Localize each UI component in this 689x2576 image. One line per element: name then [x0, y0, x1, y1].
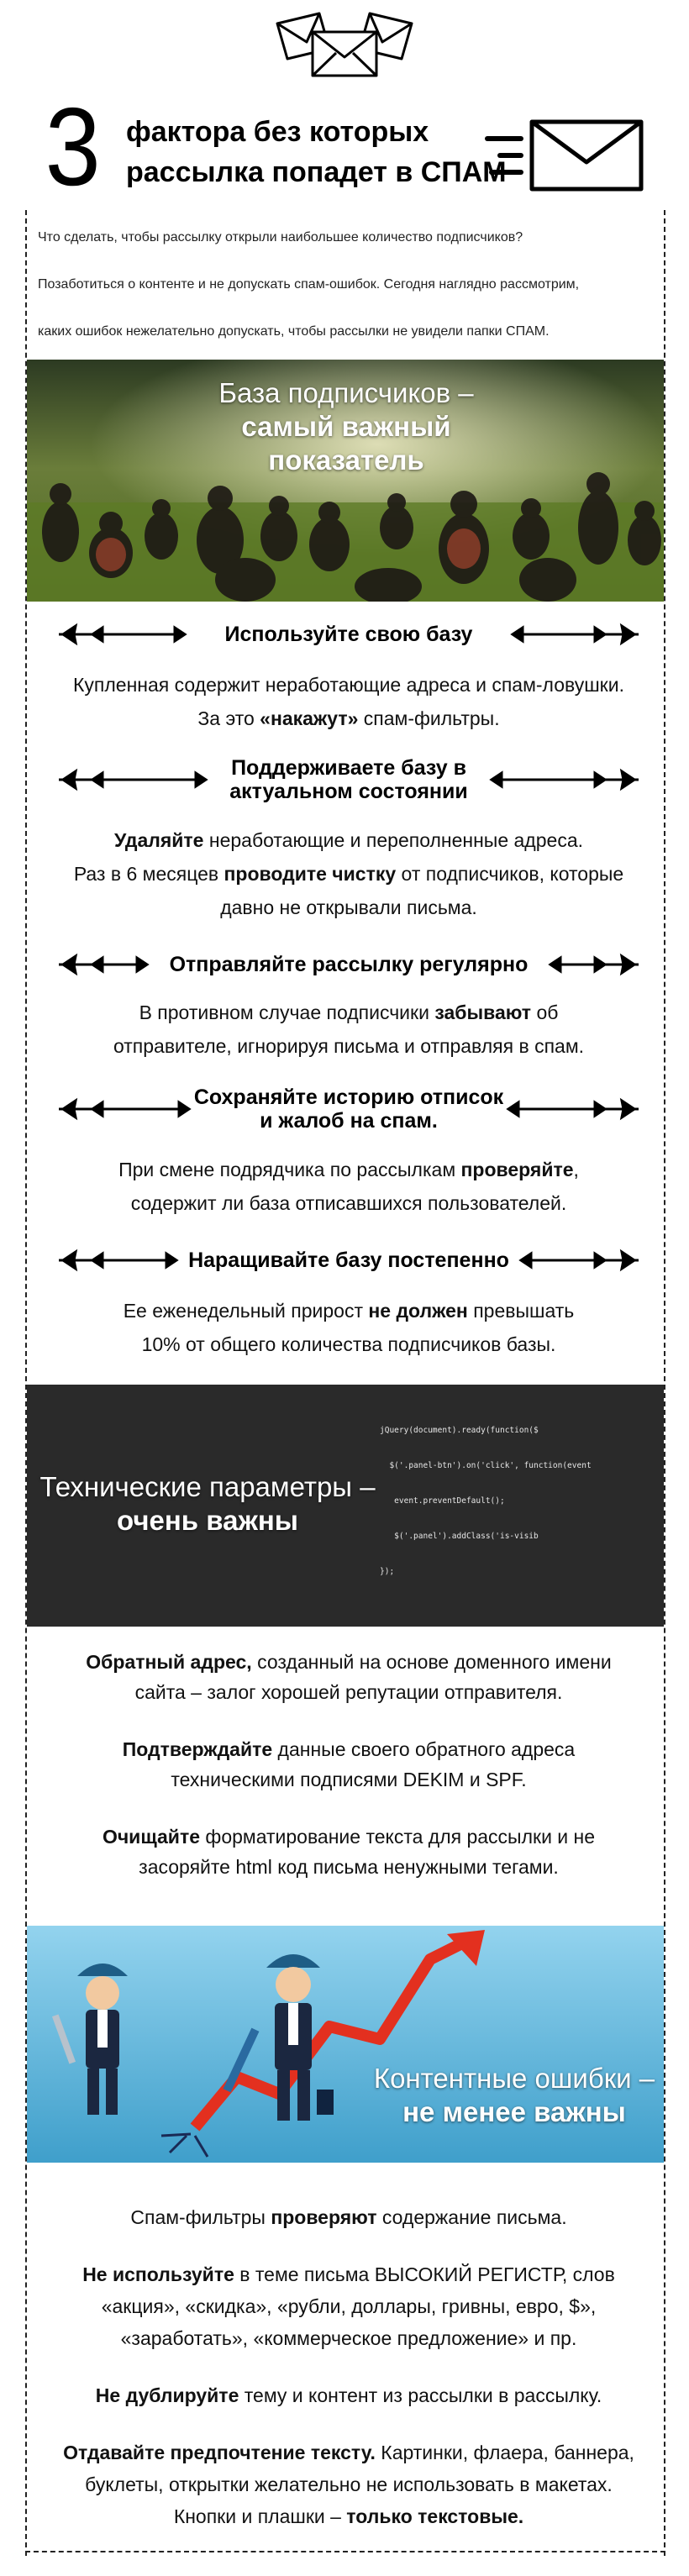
section-text-send-regularly: В противном случае подписчики забывают об отправителе, игнорируя письма и отправляя в спам.	[113, 1001, 585, 1057]
banner-title: Контентные ошибки – не менее важны	[373, 2063, 655, 2127]
content-errors-banner	[27, 1926, 664, 2163]
dashed-frame-bottom	[25, 2551, 665, 2552]
page-title: фактора без которых рассылка попадет в СПАМ	[126, 116, 507, 188]
intro-text: Что сделать, чтобы рассылку открыли наибольшее количество подписчиков? Позаботиться о контенте и не допускать спам-ошибок. Сегодня наглядно рассмотрим, каких ошибок нежелательно допускать, чтобы рассылки не увидели папки СПАМ.	[38, 230, 580, 339]
section-title: Сохраняйте историю отписок и жалоб на спам.	[193, 1086, 504, 1133]
section-title: Наращивайте базу постепенно	[188, 1249, 509, 1272]
section-title: Используйте свою базу	[224, 623, 473, 646]
envelope-wings-icon	[260, 7, 429, 82]
section-text-content: Спам-фильтры проверяют содержание письма. Не используйте в теме письма ВЫСОКИЙ РЕГИСТР, слов «акция», «скидка», «рубли, доллары, гривны, евро, $», «заработать», «коммерческое предложение» и пр. Не дублируйте тему и контент из рассылки в рассылку. Отдавайте предпочтение тексту. Картинки, флаера, баннера, буклеты, открытки желательно не использовать в макетах. Кнопки и плашки – только текстовые.	[63, 2206, 634, 2527]
section-text-keep-base-actual: Удаляйте неработающие и переполненные адреса. Раз в 6 месяцев проводите чистку от подписчиков, которые давно не открывали письма.	[73, 829, 624, 918]
section-text-keep-history: При смене подрядчика по рассылкам проверяйте, содержит ли база отписавшихся пользователей.	[118, 1159, 579, 1214]
section-text-use-own-base: Купленная содержит неработающие адреса и спам-ловушки. За это «накажут» спам-фильтры.	[73, 674, 624, 729]
section-text-technical: Обратный адрес, созданный на основе доменного имени сайта – залог хорошей репутации отправителя. Подтверждайте данные своего обратного адреса техническими подписями DEKIM и SPF. Очищайте форматирование текста для рассылки и не засоряйте html код письма ненужными тегами.	[86, 1651, 612, 1878]
page-header	[0, 85, 689, 208]
section-heading-keep-base-actual	[59, 754, 639, 805]
section-heading-keep-history	[59, 1084, 639, 1134]
banner-title: База подписчиков – самый важный показатель	[218, 377, 474, 476]
section-title: Поддерживаете базу в актуальном состоянии	[229, 756, 468, 803]
big-number: 3	[45, 85, 101, 208]
section-text-grow-gradually: Ее еженедельный прирост не должен превышать 10% от общего количества подписчиков базы.	[123, 1300, 575, 1355]
banner-title: Технические параметры – очень важны	[39, 1471, 376, 1536]
section-title: Отправляйте рассылку регулярно	[169, 953, 529, 976]
section-heading-send-regularly	[59, 948, 639, 990]
audience-photo-banner	[27, 360, 664, 602]
section-heading-grow-gradually	[59, 1243, 639, 1285]
envelope-icon	[483, 113, 651, 197]
section-heading-use-own-base	[59, 618, 639, 660]
code-snippet: jQuery(document).ready(function($ $('.panel-btn').on('click', function(event event.preventDefault(); $('.panel').addClass('is-visib });	[380, 1426, 592, 1576]
technical-banner	[27, 1385, 664, 1627]
